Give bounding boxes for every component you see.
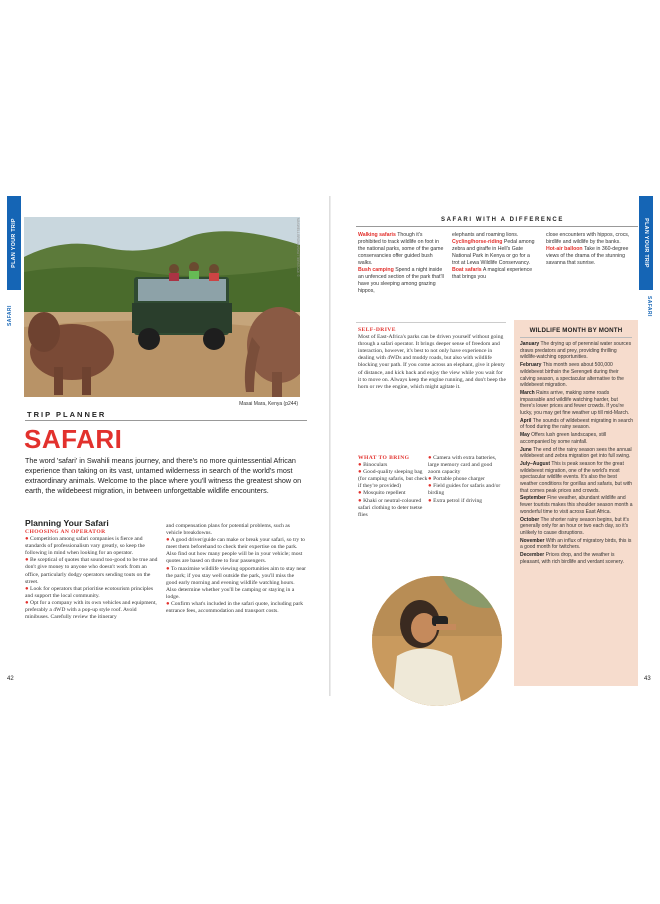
tab-label-right: PLAN YOUR TRIP — [643, 218, 649, 268]
operator-tip — [25, 536, 158, 557]
bullet: ● — [25, 599, 29, 606]
difference-text: Though it's prohibited to track wildlife on foot in the national parks, some of the game conservancies offer guided bush walks. — [358, 232, 444, 266]
bullet: ● — [166, 601, 170, 608]
choosing-operator-subhead: CHOOSING AN OPERATOR — [25, 529, 106, 535]
page-number-left: 42 — [7, 676, 14, 682]
difference-item — [546, 246, 634, 267]
tip-text: Look for operators that prioritise ecotourism principles and support the local community. — [25, 585, 154, 599]
operator-tip — [25, 600, 158, 621]
tip-text: Confirm what's included in the safari quote, including park entrance fees, accommodation and transport costs. — [166, 601, 303, 615]
difference-item — [452, 267, 538, 281]
section-divider — [356, 322, 506, 323]
month-entry — [520, 538, 634, 551]
tab-label: PLAN YOUR TRIP — [11, 218, 17, 268]
side-label: SAFARI — [7, 305, 13, 326]
box-rule — [520, 337, 632, 338]
month-entry — [520, 341, 634, 361]
difference-col1 — [358, 232, 444, 295]
what-to-bring-col1 — [358, 455, 428, 519]
month-entry — [520, 552, 634, 565]
tip-text: To maximise wildlife viewing opportunities aim to stay near the park; if you stay well outside the park, you'll miss the good early morning and evening wildlife watching hours. Also determine whether you'll be camping or staying in a lodge. — [166, 565, 306, 600]
month-entry — [520, 495, 634, 515]
difference-key: Hot-air balloon — [546, 246, 583, 252]
binoculars-photo — [372, 576, 502, 706]
month-name: March — [520, 389, 535, 396]
operator-tip — [166, 537, 306, 565]
bring-text: Portable phone charger — [433, 476, 485, 483]
difference-item — [358, 267, 444, 295]
difference-item — [546, 232, 634, 246]
month-entry — [520, 362, 634, 389]
bring-text: Camera with extra batteries, large memory card and good zoom capacity — [428, 455, 497, 476]
self-drive-block — [358, 327, 506, 391]
month-text: Prices drop, and the weather is pleasant, with rich birdlife and verdant scenery. — [520, 552, 624, 565]
what-to-bring-heading: WHAT TO BRING — [358, 455, 410, 461]
operator-tip — [166, 523, 306, 537]
difference-item — [452, 239, 538, 267]
bullet: ● — [25, 557, 29, 564]
bring-item — [428, 455, 506, 476]
bring-item — [428, 483, 506, 497]
month-name: February — [520, 362, 542, 369]
difference-key: Cycling/horse-riding — [452, 239, 503, 245]
bring-item — [358, 490, 428, 497]
month-name: May — [520, 432, 530, 439]
difference-key: Bush camping — [358, 267, 394, 273]
right-page — [331, 196, 660, 696]
operator-tip — [166, 601, 306, 615]
month-text: The end of the rainy season sees the annual wildebeest and zebra migration get into full swing. — [520, 446, 632, 460]
month-name: January — [520, 341, 540, 347]
month-entry — [520, 447, 634, 460]
tip-text: Opt for a company with its own vehicles and equipment, preferably a 4WD with a pop-up style roof. Avoid minibuses. Carefully review the itinerary — [25, 599, 157, 621]
bullet: ● — [358, 490, 364, 497]
tip-text: Be sceptical of quotes that sound too-good to be true and don't give money to anyone who doesn't work from an office, particularly dodgy operators sending touts on the street. — [25, 557, 158, 585]
tip-text: Competition among safari companies is fierce and standards of professionalism vary greatly, so keep the following in mind when looking for an operator. — [25, 536, 145, 557]
bring-item — [358, 462, 428, 469]
bring-text: Mosquito repellent — [363, 490, 406, 497]
heading-rule — [356, 226, 638, 227]
box-title: WILDLIFE MONTH BY MONTH — [529, 327, 623, 334]
bring-text: Binoculars — [363, 462, 388, 469]
operator-tip — [166, 566, 306, 601]
difference-key: Walking safaris — [358, 232, 396, 238]
operator-tips-col1 — [25, 536, 158, 621]
bullet: ● — [25, 585, 29, 592]
bullet: ● — [358, 462, 364, 469]
bring-text: Good-quality sleeping bag (for camping safaris, but check if they're provided) — [358, 469, 428, 490]
difference-item — [452, 232, 538, 239]
bring-item — [428, 498, 506, 505]
bring-item — [358, 469, 428, 490]
photo-credit: MAXWELL BROWN/SHUTTERSTOCK © — [296, 218, 300, 277]
month-name: June — [520, 446, 532, 453]
safari-jeep-elephants-image — [24, 217, 300, 397]
difference-text: Spend a night inside an unfenced section of the park that'll have you sleeping among grazing hippos, — [358, 267, 444, 294]
bring-text: Extra petrol if driving — [433, 497, 483, 504]
bullet: ● — [428, 497, 434, 504]
difference-text: Take in 360-degree views of the drama of the stunning savanna that sunrise. — [546, 246, 629, 266]
bring-list-1 — [358, 462, 428, 519]
month-name: July–August — [520, 460, 551, 467]
month-entry — [520, 432, 634, 445]
operator-tip — [25, 586, 158, 600]
trip-planner-kicker: TRIP PLANNER — [27, 410, 107, 419]
bullet: ● — [428, 455, 434, 461]
month-name: December — [520, 552, 545, 559]
section-title: Planning Your Safari — [25, 518, 109, 528]
bullet: ● — [428, 483, 434, 490]
month-text: Offers lush green landscapes, still accompanied by some rainfall. — [520, 432, 607, 445]
page-number-right: 43 — [644, 676, 651, 682]
tip-text: A good driver/guide can make or break your safari, so try to meet them beforehand to check their expertise on the park. Also find out how many people will be in your vehicle; most quotes are based on three to four passengers. — [166, 537, 305, 565]
bullet: ● — [25, 536, 29, 543]
month-name: October — [520, 516, 540, 523]
months-list — [520, 341, 634, 567]
bring-text: Field guides for safaris and/or birding — [428, 483, 501, 497]
bring-list-2 — [428, 455, 506, 505]
difference-col2 — [452, 232, 538, 281]
book-spread — [0, 196, 660, 696]
month-text: This is peak season for the great wildebeest migration, one of the world's most spectacular wildlife events. It's also the best weather conditions for gorillas and safaris, but with that comes peak prices and crowds. — [520, 460, 633, 494]
left-page — [0, 196, 329, 696]
bring-item — [358, 498, 428, 519]
month-text: Fine weather, abundant wildlife and fewer tourists makes this shoulder season month a wonderful time to visit across East Africa. — [520, 495, 633, 515]
month-entry — [520, 461, 634, 495]
safari-photo — [24, 217, 300, 397]
plan-your-trip-tab — [7, 196, 21, 290]
what-to-bring-col2 — [428, 455, 506, 505]
month-entry — [520, 418, 634, 431]
difference-item — [358, 232, 444, 267]
side-label-right: SAFARI — [646, 296, 652, 317]
woman-with-binoculars-image — [372, 576, 502, 706]
intro-paragraph: The word 'safari' in Swahili means journey, and there's no more quintessential African experience than taking on its vast, untamed wilderness in search of the world's most extraordinary animals. Welcome to the place where you'll witness the greatest show on earth, the wildebeest migration, in between unforgettable wildlife encounters. — [25, 456, 302, 495]
difference-col3 — [546, 232, 634, 267]
tip-text: and compensation plans for potential problems, such as vehicle breakdowns. — [166, 523, 290, 537]
bullet: ● — [358, 497, 364, 504]
self-drive-text: Most of East-Africa's parks can be driven yourself without going through a safari operator. It brings deeper sense of freedom and interaction, however, it's best to not only have experience in dealing with 4WDs and muddy roads, but also with wildlife blocking your path. If you come across an elephant, give it plenty of distance, and kick back and enjoy the view while you wait for it to move on. Always keep the engine running, and don't beep the horn or rev the engine, which might agitate it. — [358, 334, 506, 390]
month-text: With an influx of migratory birds, this is a good month for twitchers. — [520, 537, 632, 551]
month-name: April — [520, 417, 532, 424]
operator-tips-col2 — [166, 523, 306, 615]
bullet: ● — [166, 565, 170, 572]
month-text: Rains arrive, making some roads impassable and wildlife watching harder, but there's lower prices and fewer crowds. If you're lucky, you may get fine weather up till mid-March. — [520, 389, 630, 417]
month-entry — [520, 517, 634, 537]
bring-text: Khaki or neutral-coloured safari clothing to deter tsetse flies — [358, 497, 423, 518]
month-text: The sounds of wildebeest migrating in search of food during the rainy season. — [520, 417, 634, 431]
month-entry — [520, 390, 634, 417]
month-text: This month sees about 500,000 wildebeest birthsin the Serengeti during their calving season, a spectacular alternative to the wildebeest migration. — [520, 362, 624, 389]
difference-text: Pedal among zebra and giraffe in Hell's Gate National Park in Kenya or go for a trot at Lewa Wildlife Conservancy. — [452, 239, 535, 266]
page-title: SAFARI — [24, 424, 123, 454]
difference-key: Boat safaris — [452, 267, 482, 273]
plan-your-trip-tab-right — [639, 196, 653, 290]
month-name: November — [520, 537, 545, 544]
difference-text: A magical experience that brings you — [452, 267, 533, 280]
right-column — [166, 523, 306, 615]
left-column — [25, 529, 158, 621]
month-name: September — [520, 495, 546, 502]
bullet: ● — [166, 537, 170, 544]
month-text: The drying up of perennial water sources draws predators and prey, providing thrilling wildlife-watching opportunities. — [520, 341, 632, 361]
kicker-rule — [25, 420, 307, 421]
wildlife-month-box — [514, 320, 638, 686]
month-text: The shorter rainy season begins, but it's generally only for an hour or two each day, so it's unlikely to cause disruptions. — [520, 516, 629, 536]
bullet: ● — [358, 469, 364, 476]
self-drive-heading: SELF-DRIVE — [358, 327, 396, 333]
safari-difference-heading: SAFARI WITH A DIFFERENCE — [441, 217, 564, 223]
photo-caption: Masai Mara, Kenya (p244) — [239, 401, 298, 407]
operator-tip — [25, 557, 158, 585]
difference-text: close encounters with hippos, crocs, birdlife and wildlife by the banks. — [546, 232, 630, 245]
bullet: ● — [428, 476, 434, 483]
difference-text: elephants and roaming lions. — [452, 232, 519, 238]
